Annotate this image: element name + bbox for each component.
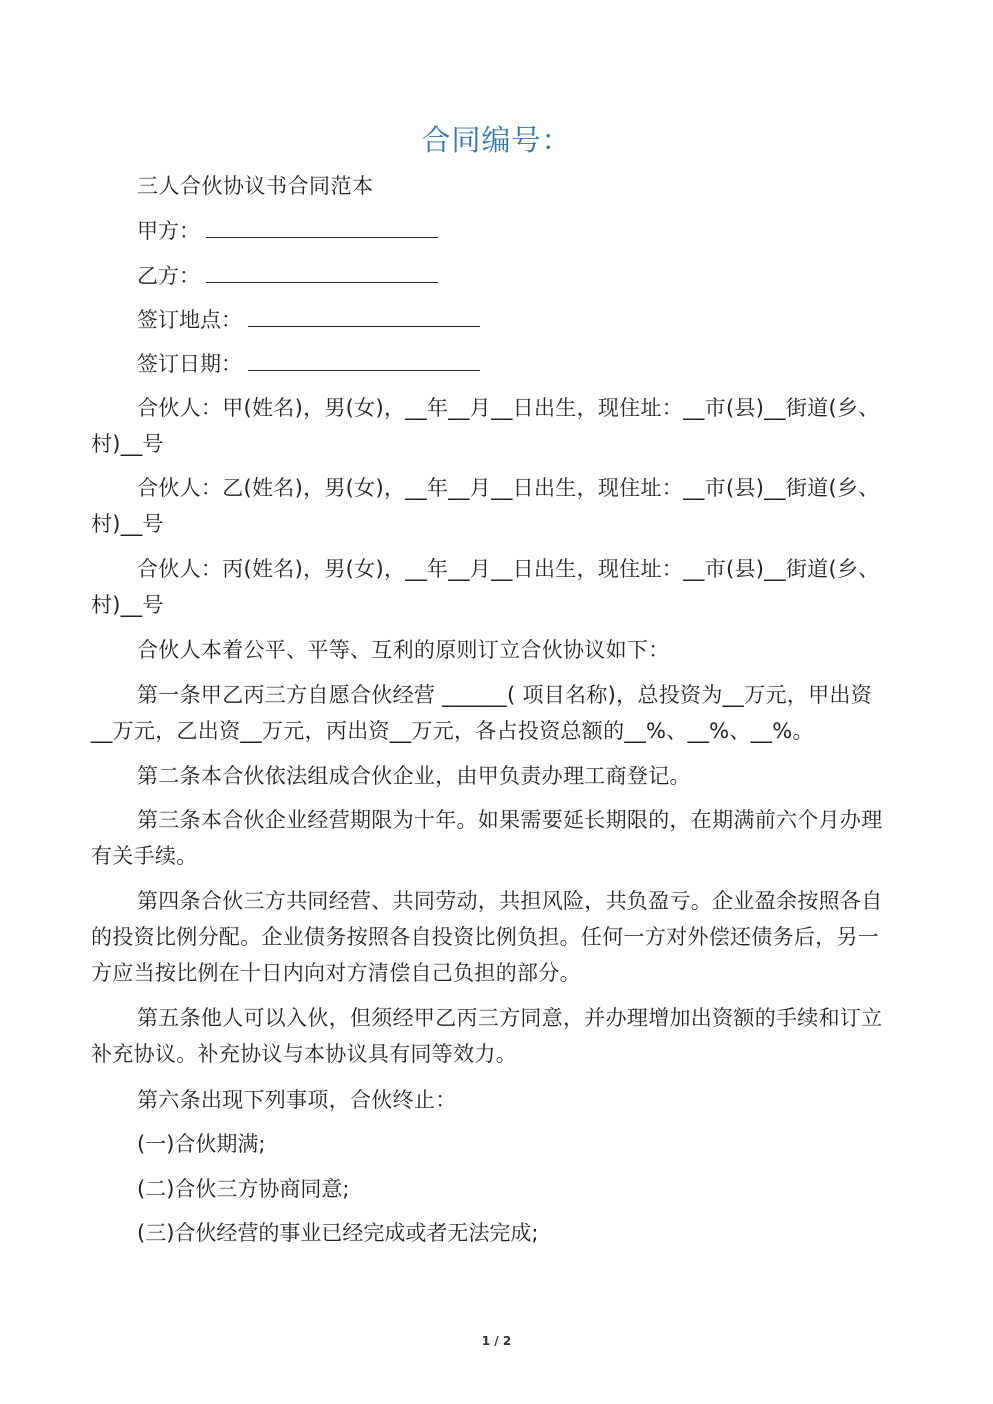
party-a-label: 甲方： (137, 219, 200, 243)
party-b-blank (206, 260, 438, 283)
intro-paragraph: 合伙人本着公平、平等、互利的原则订立合伙协议如下： (137, 638, 670, 662)
termination-item-1: (一)合伙期满; (137, 1132, 266, 1156)
signing-date-blank (248, 348, 480, 371)
article-4: 第四条合伙三方共同经营、共同劳动，共担风险，共负盈亏。企业盈余按照各自的投资比例分配。企业债务按照各自投资比例负担。任何一方对外偿还债务后，另一方应当按比例在十日内向对方清偿自己负担的部分。 (91, 889, 883, 985)
partner-b-paragraph: 合伙人：乙(姓名)，男(女)，__年__月__日出生，现住址：__市(县)__街道(乡、村)__号 (91, 476, 880, 536)
contract-number-title: 合同编号： (421, 123, 572, 157)
signing-place-label: 签订地点： (137, 308, 242, 332)
article-5: 第五条他人可以入伙，但须经甲乙丙三方同意，并办理增加出资额的手续和订立补充协议。补充协议与本协议具有同等效力。 (91, 1006, 883, 1066)
termination-item-3: (三)合伙经营的事业已经完成或者无法完成; (137, 1221, 539, 1245)
signing-place-field (137, 304, 480, 334)
party-b-field (137, 260, 438, 290)
party-a-blank (206, 215, 438, 238)
termination-item-2: (二)合伙三方协商同意; (137, 1177, 350, 1201)
signing-date-label: 签订日期： (137, 352, 242, 376)
signing-date-field (137, 348, 480, 378)
article-3: 第三条本合伙企业经营期限为十年。如果需要延长期限的，在期满前六个月办理有关手续。 (91, 808, 883, 868)
article-2: 第二条本合伙依法组成合伙企业，由甲负责办理工商登记。 (137, 764, 691, 788)
page-indicator: 1 / 2 (481, 1334, 512, 1348)
signing-place-blank (248, 304, 480, 327)
article-1: 第一条甲乙丙三方自愿合伙经营 ______( 项目名称)，总投资为__万元，甲出资__万元，乙出资__万元，丙出资__万元，各占投资总额的__%、__%、__%。 (91, 683, 873, 743)
document-name: 三人合伙协议书合同范本 (137, 174, 374, 198)
partner-c-paragraph: 合伙人：丙(姓名)，男(女)，__年__月__日出生，现住址：__市(县)__街道(乡、村)__号 (91, 557, 880, 617)
party-a-field (137, 215, 438, 245)
party-b-label: 乙方： (137, 264, 200, 288)
article-6: 第六条出现下列事项，合伙终止： (137, 1088, 457, 1112)
partner-a-paragraph: 合伙人：甲(姓名)，男(女)，__年__月__日出生，现住址：__市(县)__街道(乡、村)__号 (91, 396, 880, 456)
